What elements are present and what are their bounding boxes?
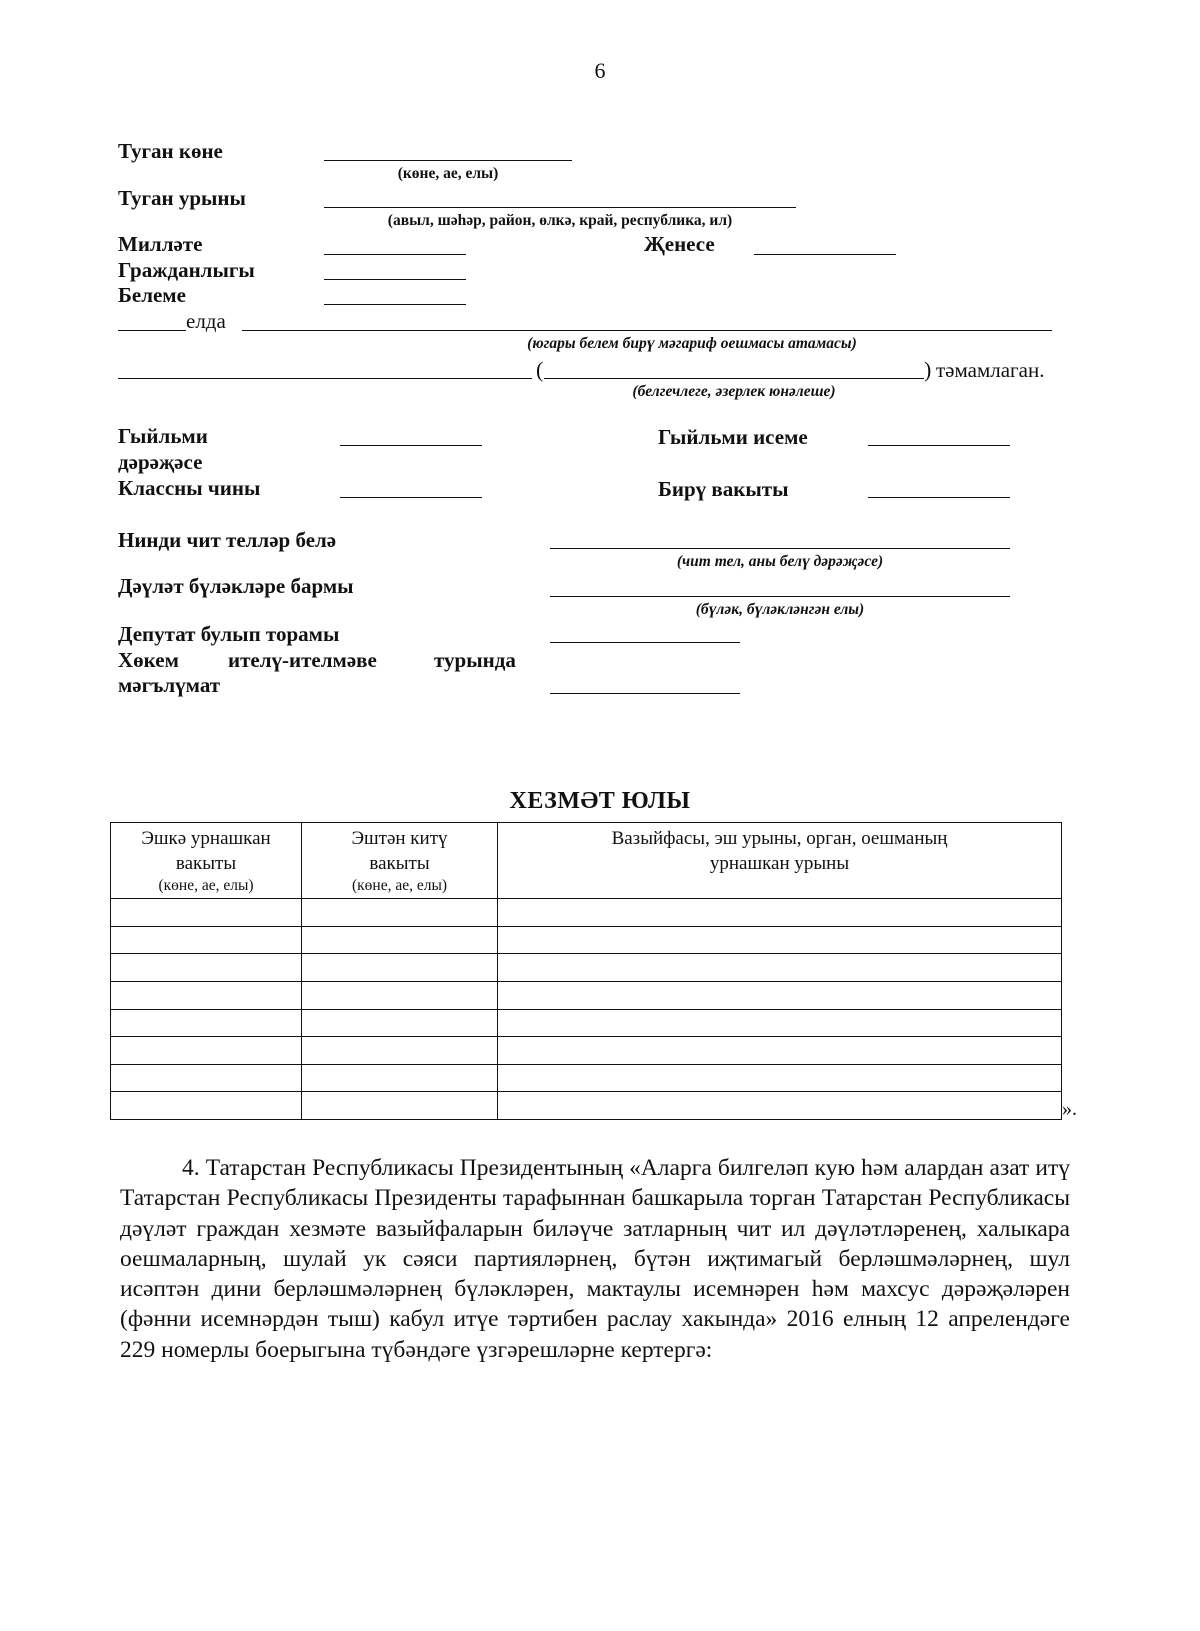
nationality-field[interactable]: [324, 254, 466, 255]
col-position-line2: урнашкан урыны: [709, 852, 850, 874]
table-row: [111, 981, 1062, 1009]
amendment-paragraph: 4. Татарстан Республикасы Президентының «Аларга билгеләп кую һәм алардан азат итү Татарстан Республикасы Президенты тарафыннан башкарыла торган Татарстан Республикасы дәүләт граждан хезмәте вазыйфаларын биләүче затларның чит ил дәүләтләренең, халыкара оешмаларның, шулай ук сәяси партияләрнең, бүтән иҗтимагый берләшмәләрнең, шул исәптән дини берләшмәләрнең бүләкләрен, мактаулы исемнәрен һәм махсус дәрәҗәләрен (фәнни исемнәрдән тыш) кабул итүе тәртибен раслау хакында» 2016 елның 12 апрелендәге 229 номерлы боерыгына түбәндәге үзгәрешләрне кертергә:: [120, 1155, 1070, 1363]
conviction-word-2: ителү-ителмәве: [228, 648, 377, 672]
col-start-line2: вакыты: [175, 852, 237, 874]
col-position-line1: Вазыйфасы, эш урыны, орган, оешманың: [611, 828, 948, 849]
class-rank-field[interactable]: [340, 497, 482, 498]
col-start-line1: Эшкә урнашкан: [141, 828, 271, 849]
end-date-cell[interactable]: [302, 1037, 498, 1065]
col-start-sub: (көне, ае, елы): [158, 877, 254, 895]
table-body: [111, 899, 1062, 1120]
col-header-start: [111, 823, 302, 899]
open-paren: (: [536, 357, 544, 382]
col-end-sub: (көне, ае, елы): [351, 877, 448, 895]
languages-label: Нинди чит телләр белә: [118, 528, 337, 552]
table-row: [111, 926, 1062, 954]
specialty-field[interactable]: [544, 378, 924, 379]
start-date-cell[interactable]: [111, 954, 302, 982]
institution-field[interactable]: [242, 330, 1052, 331]
class-rank-label: Классны чины: [118, 476, 261, 500]
end-date-cell[interactable]: [302, 899, 498, 927]
deputy-label: Депутат булып торамы: [118, 622, 340, 646]
birth-place-label: Туган урыны: [118, 186, 246, 210]
position-cell[interactable]: [498, 926, 1062, 954]
conviction-word-1: Хөкем: [118, 648, 179, 672]
birth-place-hint: (авыл, шәһәр, район, өлкә, край, республика, ил): [387, 212, 733, 229]
position-cell[interactable]: [498, 1064, 1062, 1092]
start-date-cell[interactable]: [111, 981, 302, 1009]
section-heading: ХЕЗМӘТ ЮЛЫ: [509, 788, 691, 814]
conviction-label-2: мәгълүмат: [118, 673, 221, 697]
end-date-cell[interactable]: [302, 1009, 498, 1037]
conviction-word-3: турында: [434, 648, 516, 672]
academic-degree-label: Гыйльми: [118, 424, 208, 448]
graduated-text: тәмамлаган.: [936, 358, 1045, 382]
table-row: [111, 899, 1062, 927]
start-date-cell[interactable]: [111, 926, 302, 954]
col-header-end: [302, 823, 498, 899]
state-awards-field[interactable]: [550, 596, 1010, 597]
close-paren: ): [924, 357, 932, 382]
col-end-line1: Эштән китү: [351, 828, 448, 849]
page-number: 6: [594, 58, 606, 83]
languages-field[interactable]: [550, 548, 1010, 549]
table-row: [111, 954, 1062, 982]
academic-title-label: Гыйльми исеме: [658, 425, 808, 449]
gender-label: Җенесе: [644, 232, 715, 256]
end-date-cell[interactable]: [302, 981, 498, 1009]
award-date-label: Бирү вакыты: [658, 477, 789, 501]
table-row: [111, 1092, 1062, 1120]
birth-date-hint: (көне, ае, елы): [397, 165, 499, 182]
closing-quote: ».: [1062, 1098, 1077, 1120]
academic-degree-label-2: дәрәҗәсе: [118, 450, 203, 474]
specialty-hint: (белгечлеге, әзерлек юнәлеше): [632, 383, 836, 400]
position-cell[interactable]: [498, 981, 1062, 1009]
deputy-field[interactable]: [550, 642, 740, 643]
nationality-label: Милләте: [118, 232, 203, 256]
state-awards-hint: (бүләк, бүләкләнгән елы): [695, 601, 865, 618]
position-cell[interactable]: [498, 1009, 1062, 1037]
institution-hint: (югары белем бирү мәгариф оешмасы атамасы): [527, 335, 857, 352]
education-label: Белеме: [118, 283, 186, 307]
position-cell[interactable]: [498, 954, 1062, 982]
position-cell[interactable]: [498, 899, 1062, 927]
academic-degree-field[interactable]: [340, 445, 482, 446]
end-date-cell[interactable]: [302, 954, 498, 982]
languages-hint: (чит тел, аны белү дәрәҗәсе): [676, 553, 884, 570]
education-field[interactable]: [324, 304, 466, 305]
graduation-year-field[interactable]: [118, 330, 186, 331]
service-history-table: [110, 822, 1062, 1120]
gender-field[interactable]: [754, 254, 896, 255]
end-date-cell[interactable]: [302, 1064, 498, 1092]
award-date-field[interactable]: [868, 497, 1010, 498]
year-suffix: елда: [186, 309, 226, 333]
table-row: [111, 1064, 1062, 1092]
end-date-cell[interactable]: [302, 926, 498, 954]
end-date-cell[interactable]: [302, 1092, 498, 1120]
start-date-cell[interactable]: [111, 1009, 302, 1037]
start-date-cell[interactable]: [111, 1092, 302, 1120]
position-cell[interactable]: [498, 1092, 1062, 1120]
col-end-line2: вакыты: [369, 852, 430, 874]
specialty-prefix-field[interactable]: [118, 378, 532, 379]
state-awards-label: Дәүләт бүләкләре бармы: [118, 574, 354, 598]
table-header-row: [111, 823, 1062, 899]
birth-place-field[interactable]: [324, 207, 796, 208]
start-date-cell[interactable]: [111, 899, 302, 927]
col-header-position: [498, 823, 1062, 899]
start-date-cell[interactable]: [111, 1064, 302, 1092]
academic-title-field[interactable]: [868, 445, 1010, 446]
start-date-cell[interactable]: [111, 1037, 302, 1065]
conviction-field[interactable]: [550, 693, 740, 694]
birth-date-label: Туган көне: [118, 139, 223, 163]
citizenship-label: Гражданлыгы: [118, 258, 255, 282]
table-row: [111, 1037, 1062, 1065]
birth-date-field[interactable]: [324, 160, 572, 161]
table-row: [111, 1009, 1062, 1037]
position-cell[interactable]: [498, 1037, 1062, 1065]
citizenship-field[interactable]: [324, 279, 466, 280]
